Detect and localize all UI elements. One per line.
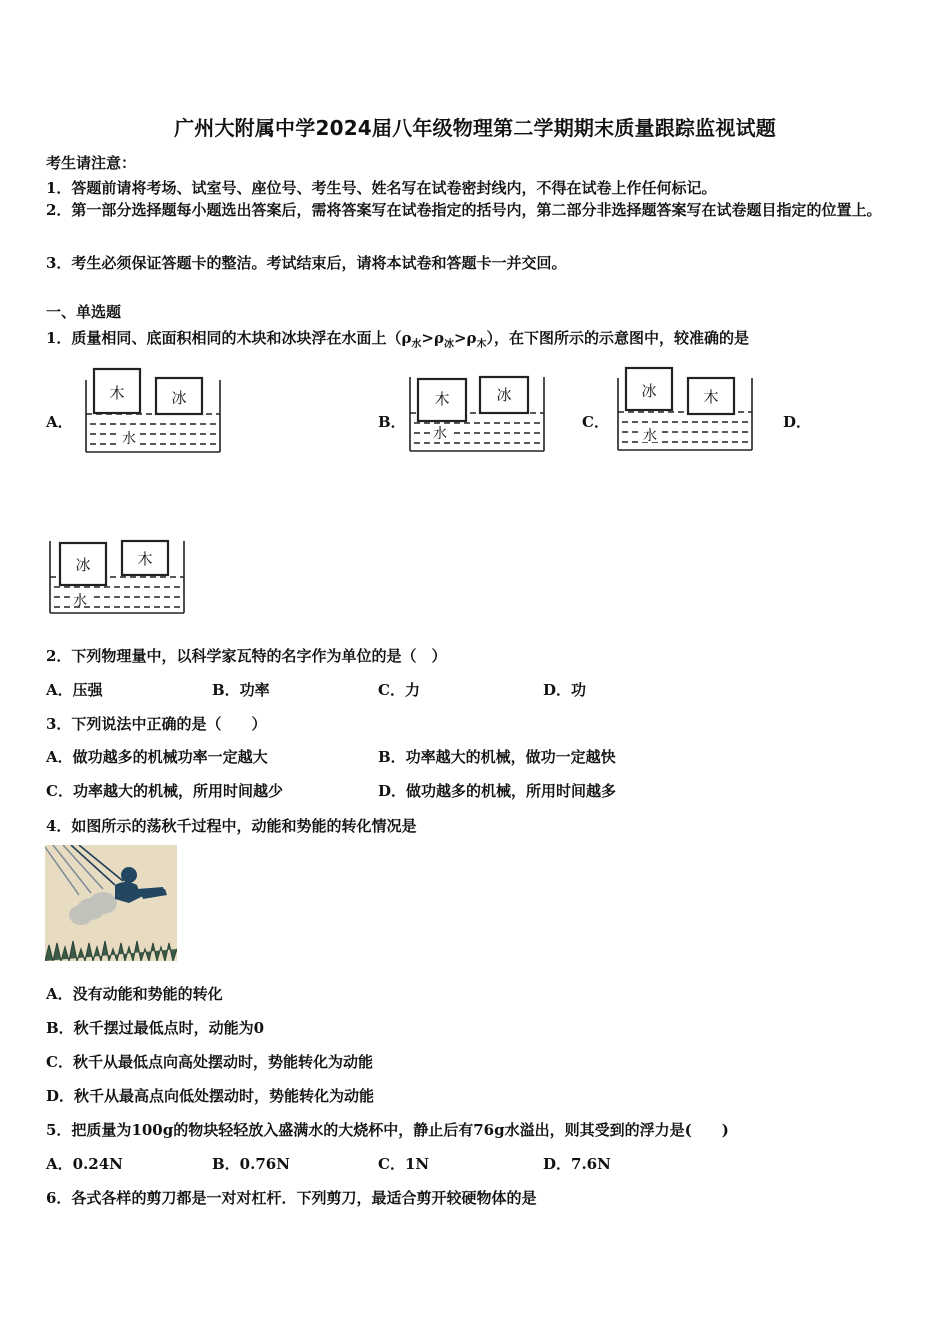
fig-b-ice-label: 冰: [496, 386, 512, 404]
section-heading: 一、单选题: [46, 303, 122, 321]
q1-option-a-letter[interactable]: A．: [46, 413, 73, 431]
q1-option-d-letter[interactable]: D．: [783, 413, 812, 431]
fig-a-water-label: 水: [122, 431, 136, 447]
fig-a-ice-label: 冰: [171, 389, 187, 407]
q3-option-a[interactable]: A．做功越多的机械功率一定越大: [46, 748, 268, 766]
q4-option-a[interactable]: A．没有动能和势能的转化: [46, 985, 223, 1003]
fig-c-water-label: 水: [643, 428, 657, 444]
q3-option-d[interactable]: D．做功越多的机械，所用时间越多: [378, 782, 617, 800]
q5-option-d[interactable]: D．7.6N: [543, 1155, 611, 1173]
q3-option-b[interactable]: B．功率越大的机械，做功一定越快: [378, 748, 616, 766]
q5-option-b[interactable]: B．0.76N: [212, 1155, 290, 1173]
swing-illustration: [45, 845, 177, 961]
notice-heading: 考生请注意：: [46, 154, 137, 172]
q1-gt-2: >ρ: [453, 329, 477, 347]
q2-option-b[interactable]: B．功率: [212, 681, 270, 699]
q1-stem-part-b: ），在下图所示的示意图中，较准确的是: [486, 329, 750, 347]
question-1-stem: [46, 327, 749, 350]
fig-c-ice-label: 冰: [641, 382, 657, 400]
question-3-stem: 3．下列说法中正确的是（ ）: [46, 715, 267, 733]
question-5-stem: 5．把质量为100g的物块轻轻放入盛满水的大烧杯中，静止后有76g水溢出，则其受到的浮力是( ): [46, 1121, 729, 1139]
q3-option-c[interactable]: C．功率越大的机械，所用时间越少: [46, 782, 283, 800]
question-2-stem: 2．下列物理量中，以科学家瓦特的名字作为单位的是（ ）: [46, 647, 447, 665]
q4-option-d[interactable]: D．秋千从最高点向低处摆动时，势能转化为动能: [46, 1087, 375, 1105]
q2-option-d[interactable]: D．功: [543, 681, 587, 699]
q1-option-b-letter[interactable]: B．: [378, 413, 406, 431]
q4-option-c[interactable]: C．秋千从最低点向高处摆动时，势能转化为动能: [46, 1053, 373, 1071]
q1-figure-d: [48, 537, 188, 617]
fig-d-water-label: 水: [73, 593, 87, 609]
q5-option-a[interactable]: A．0.24N: [46, 1155, 123, 1173]
notice-item-2: 2．第一部分选择题每小题选出答案后，需将答案写在试卷指定的括号内，第二部分非选择题答案写在试卷题目指定的位置上。: [46, 201, 882, 219]
q1-figure-a: [84, 366, 224, 456]
notice-item-3: 3．考生必须保证答题卡的整洁。考试结束后，请将本试卷和答题卡一并交回。: [46, 254, 567, 272]
q1-figure-b: [408, 373, 548, 455]
fig-b-wood-label: 木: [434, 390, 450, 408]
q2-option-a[interactable]: A．压强: [46, 681, 103, 699]
fig-a-wood-label: 木: [109, 384, 125, 402]
fig-d-wood-label: 木: [137, 550, 153, 568]
q1-figure-c: [616, 366, 756, 456]
q1-gt-1: >ρ: [421, 329, 444, 347]
question-4-stem: 4．如图所示的荡秋千过程中，动能和势能的转化情况是: [46, 817, 417, 835]
fig-c-wood-label: 木: [703, 388, 719, 406]
q4-option-b[interactable]: B．秋千摆过最低点时，动能为0: [46, 1019, 265, 1037]
notice-item-1: 1．答题前请将考场、试室号、座位号、考生号、姓名写在试卷密封线内，不得在试卷上作任何标记。: [46, 179, 717, 197]
q1-sub-water: 水: [411, 339, 422, 350]
q1-sub-wood: 木: [476, 339, 487, 350]
q5-option-c[interactable]: C．1N: [378, 1155, 430, 1173]
q1-option-c-letter[interactable]: C．: [582, 413, 609, 431]
fig-b-water-label: 水: [433, 426, 447, 442]
q1-sub-ice: 冰: [443, 339, 454, 350]
question-6-stem: 6．各式各样的剪刀都是一对对杠杆．下列剪刀，最适合剪开较硬物体的是: [46, 1189, 537, 1207]
q2-option-c[interactable]: C．力: [378, 681, 420, 699]
page-title: 广州大附属中学2024届八年级物理第二学期期末质量跟踪监视试题: [174, 116, 776, 140]
fig-d-ice-label: 冰: [75, 556, 91, 574]
q1-stem-part-a: 1．质量相同、底面积相同的木块和冰块浮在水面上（ρ: [46, 329, 412, 347]
